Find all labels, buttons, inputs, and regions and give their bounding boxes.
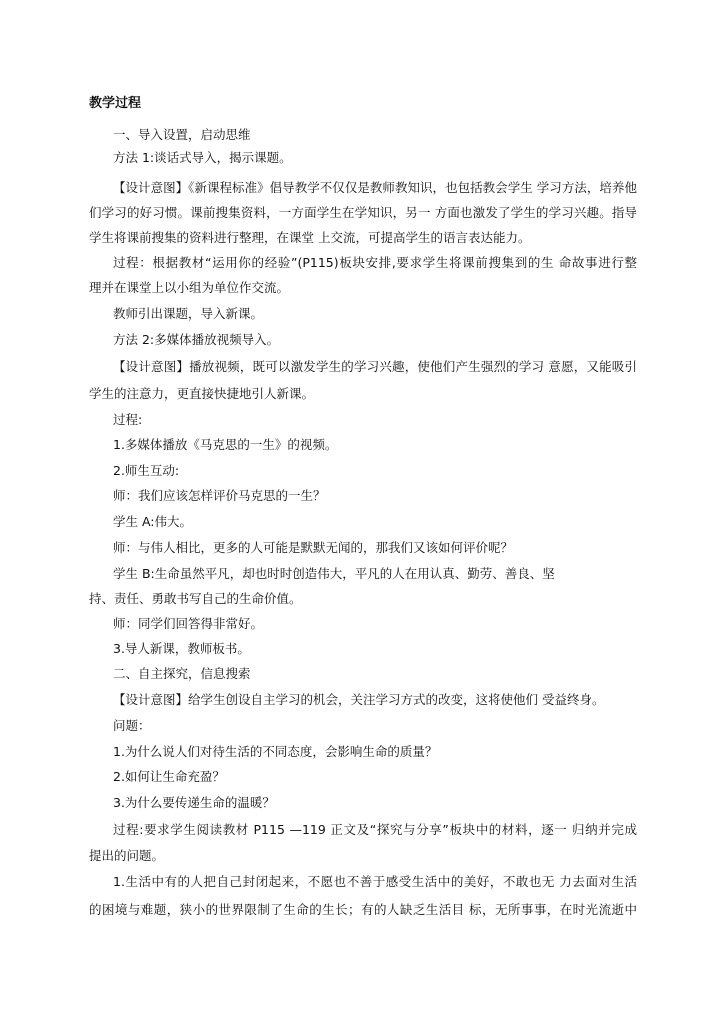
paragraph-line: 师：同学们回答得非常好。 xyxy=(113,616,264,631)
paragraph-line: 3.导人新课，教师板书。 xyxy=(113,641,250,656)
paragraph-line: 学生的注意力，更直接快捷地引人新课。 xyxy=(89,386,315,401)
paragraph-line: 1.多媒体播放《马克思的一生》的视频。 xyxy=(113,437,338,452)
paragraph-line: 过程:要求学生阅读教材 P115 —119 正文及“探究与分享”板块中的材料，逐一 归纳并完成 xyxy=(113,822,637,837)
paragraph-line: 的困境与难题，狭小的世界限制了生命的生长；有的人缺乏生活目 标，无所事事，在时光流逝中 xyxy=(89,902,637,917)
paragraph-line: 师：我们应该怎样评价马克思的一生？ xyxy=(113,488,326,503)
section-heading: 教学过程 xyxy=(89,96,142,111)
paragraph-line: 教师引出课题，导入新课。 xyxy=(113,306,264,321)
paragraph-line: 们学习的好习惯。课前搜集资料，一方面学生在学知识，另一 方面也激发了学生的学习兴趣。指导 xyxy=(89,205,637,220)
paragraph-line: 二、自主探究，信息搜索 xyxy=(113,666,251,681)
paragraph-line: 方法 1:谈话式导入，揭示课题。 xyxy=(113,150,292,165)
paragraph-line: 持、责任、勇敢书写自己的生命价值。 xyxy=(89,591,302,606)
paragraph-line: 问题： xyxy=(113,718,151,733)
paragraph-line: 过程：根据教材“运用你的经验”(P115)板块安排,要求学生将课前搜集到的生 命故事进行整 xyxy=(113,255,637,270)
paragraph-line: 方法 2:多媒体播放视频导入。 xyxy=(113,332,280,347)
paragraph-line: 学生将课前搜集的资料进行整理，在课堂 上交流，可提高学生的语言表达能力。 xyxy=(89,230,531,245)
paragraph-line: 2.师生互动: xyxy=(113,463,180,478)
paragraph-line: 学生 A:伟大。 xyxy=(113,514,193,529)
paragraph-line: 3.为什么要传递生命的温暖？ xyxy=(113,795,275,810)
paragraph-line: 2.如何让生命充盈？ xyxy=(113,769,225,784)
paragraph-line: 【设计意图】《新课程标准》倡导教学不仅仅是教师教知识，也包括教会学生 学习方法，培养他 xyxy=(113,180,637,195)
paragraph-line: 一、导入设置，启动思维 xyxy=(113,127,251,142)
paragraph-line: 1.为什么说人们对待生活的不同态度，会影响生命的质量？ xyxy=(113,744,438,759)
paragraph-line: 【设计意图】给学生创设自主学习的机会，关注学习方式的改变，这将使他们 受益终身。 xyxy=(113,692,605,707)
paragraph-line: 【设计意图】播放视频，既可以激发学生的学习兴趣，使他们产生强烈的学习 意愿，又能吸引 xyxy=(113,359,637,374)
paragraph-line: 过程: xyxy=(113,412,143,427)
paragraph-line: 师：与伟人相比，更多的人可能是默默无闻的，那我们又该如何评价呢？ xyxy=(113,540,514,555)
paragraph-line: 1.生活中有的人把自己封闭起来，不愿也不善于感受生活中的美好，不敢也无 力去面对生活 xyxy=(113,874,637,889)
paragraph-line: 学生 B:生命虽然平凡，却也时时创造伟大，平凡的人在用认真、勤劳、善良、坚 xyxy=(113,566,555,581)
paragraph-line: 理并在课堂上以小组为单位作交流。 xyxy=(89,280,290,295)
paragraph-line: 提出的问题。 xyxy=(89,848,165,863)
